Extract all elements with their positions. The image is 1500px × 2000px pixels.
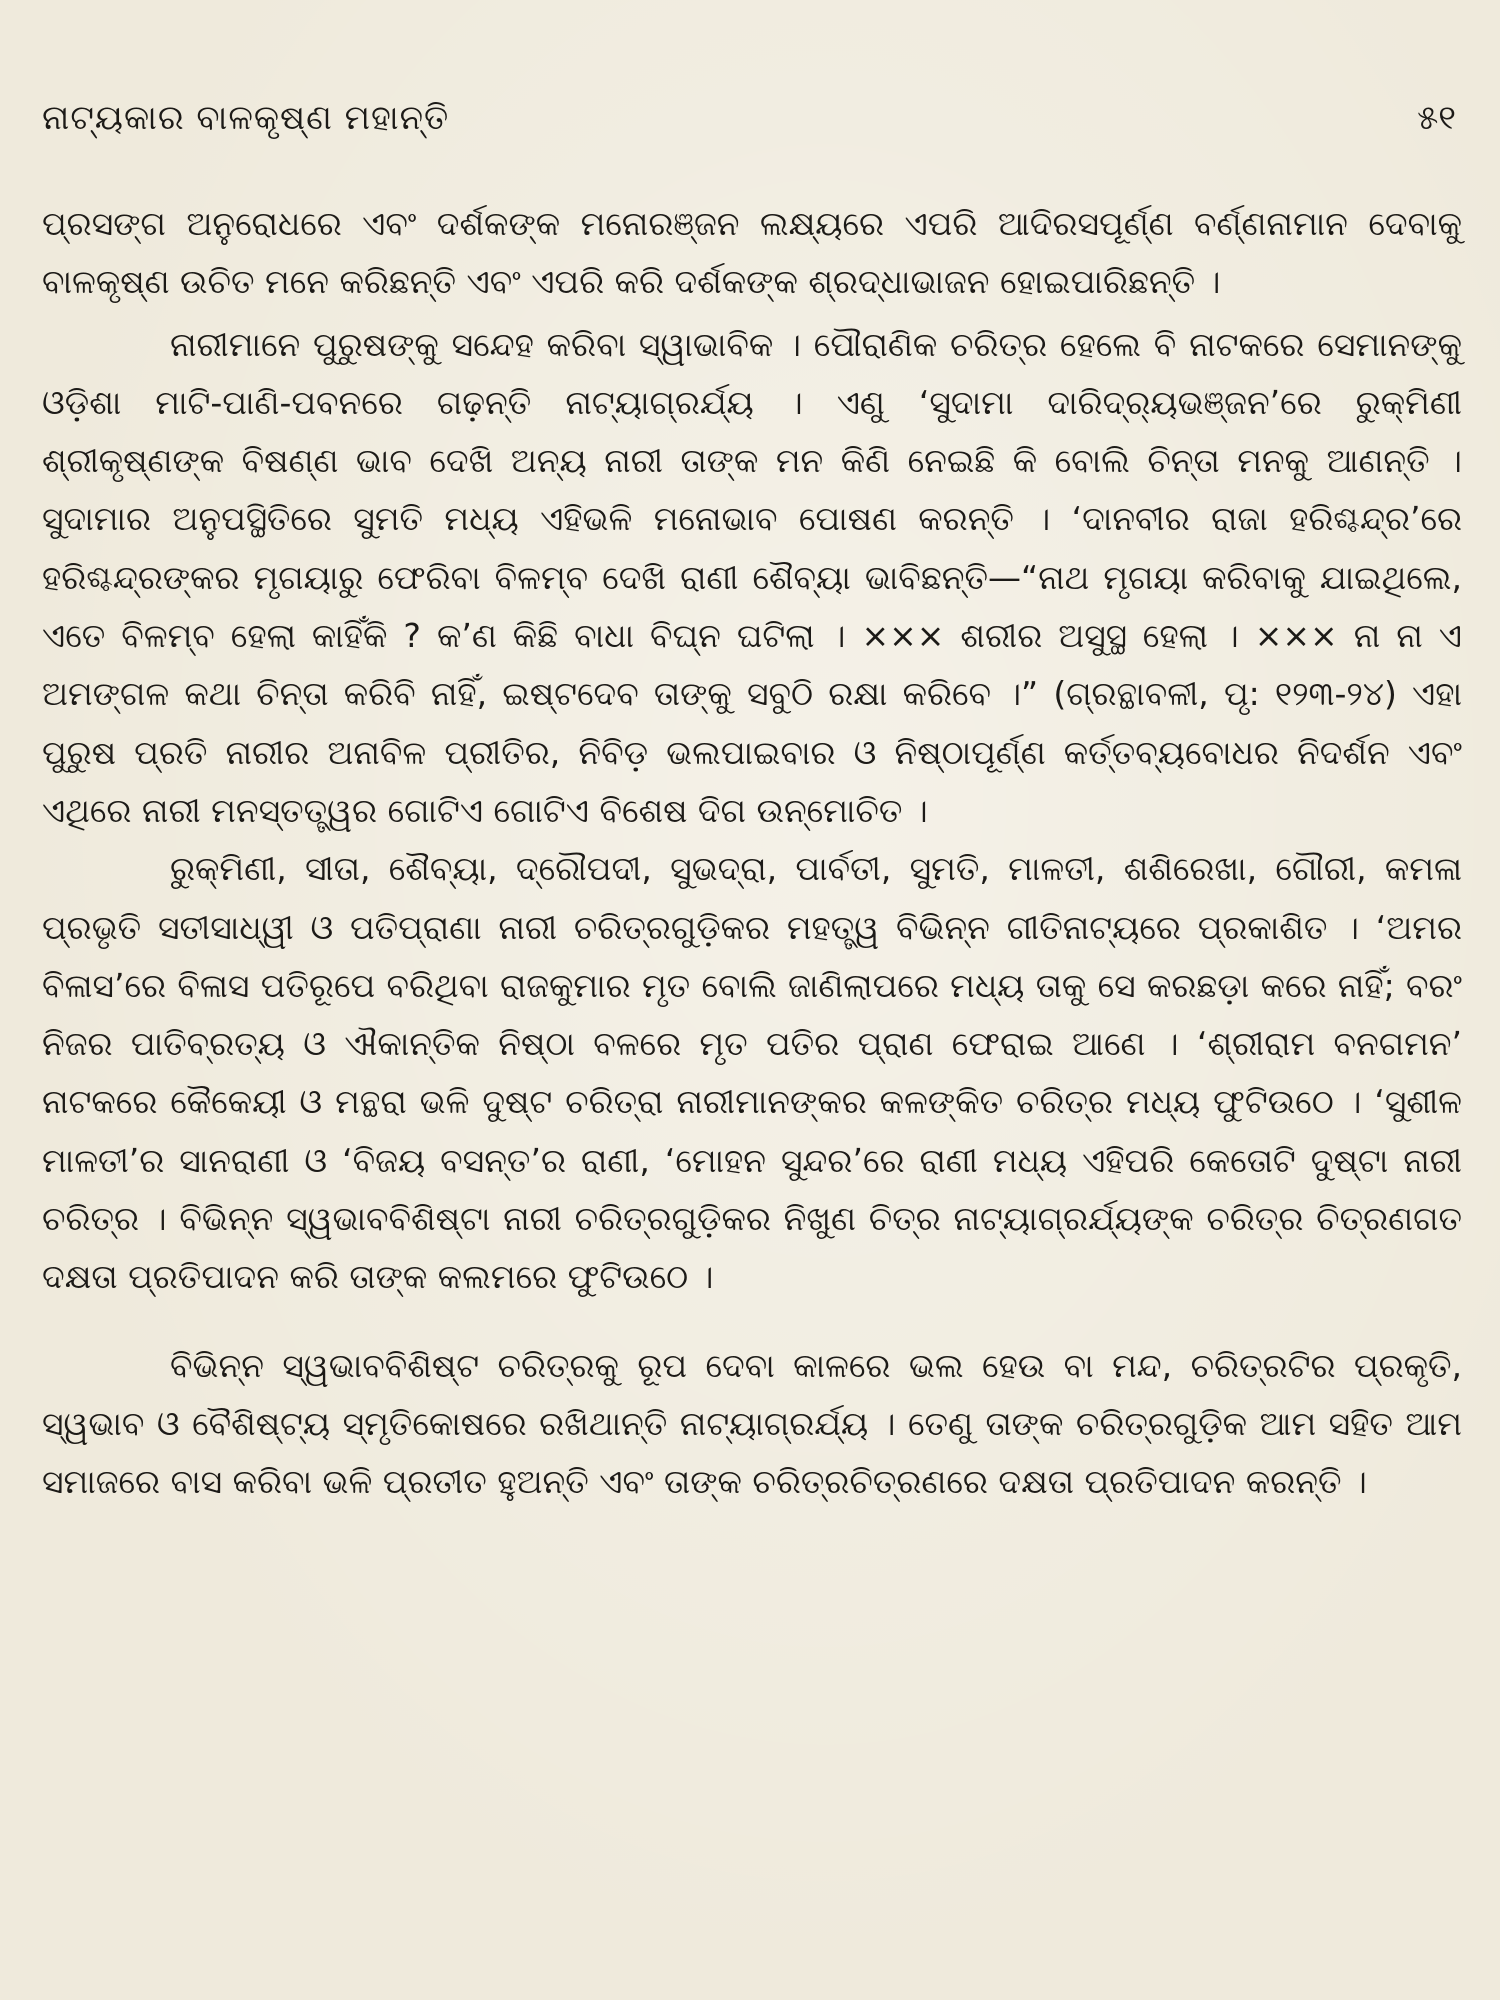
running-header <box>42 88 1462 148</box>
page-number: ୫୧ <box>1417 98 1456 138</box>
paragraph-3: ରୁକ୍ମିଣୀ, ସୀତା, ଶୈବ୍ୟା, ଦ୍ରୌପଦୀ, ସୁଭଦ୍ରା, ପାର୍ବତୀ, ସୁମତି, ମାଳତୀ, ଶଶିରେଖା, ଗୌରୀ, କମଳା ପ୍ରଭୃତି ସତୀସାଧ୍ୱୀ ଓ ପତିପ୍ରାଣା ନାରୀ ଚରିତ୍ରଗୁଡ଼ିକର ମହତ୍ତ୍ୱ ବିଭିନ୍ନ ଗୀତିନାଟ୍ୟରେ ପ୍ରକାଶିତ । ‘ଅମର ବିଳାସ’ରେ ବିଳାସ ପତିରୂପେ ବରିଥିବା ରାଜକୁମାର ମୃତ ବୋଲି ଜାଣିଲାପରେ ମଧ୍ୟ ତାକୁ ସେ କରଛଡ଼ା କରେ ନାହିଁ; ବରଂ ନିଜର ପାତିବ୍ରତ୍ୟ ଓ ଐକାନ୍ତିକ ନିଷ୍ଠା ବଳରେ ମୃତ ପତିର ପ୍ରାଣ ଫେରାଇ ଆଣେ । ‘ଶ୍ରୀରାମ ବନଗମନ’ ନାଟକରେ କୈକେୟୀ ଓ ମନ୍ଥରା ଭଳି ଦୁଷ୍ଟ ଚରିତ୍ରା ନାରୀମାନଙ୍କର କଳଙ୍କିତ ଚରିତ୍ର ମଧ୍ୟ ଫୁଟିଉଠେ । ‘ସୁଶୀଳ ମାଳତୀ’ର ସାନରାଣୀ ଓ ‘ବିଜୟ ବସନ୍ତ’ର ରାଣୀ, ‘ମୋହନ ସୁନ୍ଦର’ରେ ରାଣୀ ମଧ୍ୟ ଏହିପରି କେତୋଟି ଦୁଷ୍ଟା ନାରୀ ଚରିତ୍ର । ବିଭିନ୍ନ ସ୍ୱଭାବବିଶିଷ୍ଟା ନାରୀ ଚରିତ୍ରଗୁଡ଼ିକର ନିଖୁଣ ଚିତ୍ର ନାଟ୍ୟାଗ୍ରର୍ଯ୍ୟଙ୍କ ଚରିତ୍ର ଚିତ୍ରଣଗତ ଦକ୍ଷତା ପ୍ରତିପାଦନ କରି ତାଙ୍କ କଲମରେ ଫୁଟିଉଠେ । <box>42 849 1462 1297</box>
paragraph-4: ବିଭିନ୍ନ ସ୍ୱଭାବବିଶିଷ୍ଟ ଚରିତ୍ରକୁ ରୂପ ଦେବା କାଳରେ ଭଲ ହେଉ ବା ମନ୍ଦ, ଚରିତ୍ରଟିର ପ୍ରକୃତି, ସ୍ୱଭାବ ଓ ବୈଶିଷ୍ଟ୍ୟ ସ୍ମୃତିକୋଷରେ ରଖିଥାନ୍ତି ନାଟ୍ୟାଗ୍ରର୍ଯ୍ୟ । ତେଣୁ ତାଙ୍କ ଚରିତ୍ରଗୁଡ଼ିକ ଆମ ସହିତ ଆମ ସମାଜରେ ବାସ କରିବା ଭଳି ପ୍ରତୀତ ହୁଅନ୍ତି ଏବଂ ତାଙ୍କ ଚରିତ୍ରଚିତ୍ରଣରେ ଦକ୍ଷତା ପ୍ରତିପାଦନ କରନ୍ତି । <box>42 1345 1462 1502</box>
paragraph-2: ନାରୀମାନେ ପୁରୁଷଙ୍କୁ ସନ୍ଦେହ କରିବା ସ୍ୱାଭାବିକ । ପୌରାଣିକ ଚରିତ୍ର ହେଲେ ବି ନାଟକରେ ସେମାନଙ୍କୁ ଓଡ଼ିଶା ମାଟି-ପାଣି-ପବନରେ ଗଢ଼ନ୍ତି ନାଟ୍ୟାଗ୍ରର୍ଯ୍ୟ । ଏଣୁ ‘ସୁଦାମା ଦାରିଦ୍ର୍ୟଭଞ୍ଜନ’ରେ ରୁକ୍ମିଣୀ ଶ୍ରୀକୃଷ୍ଣଙ୍କ ବିଷଣ୍ଣ ଭାବ ଦେଖି ଅନ୍ୟ ନାରୀ ତାଙ୍କ ମନ କିଣି ନେଇଛି କି ବୋଲି ଚିନ୍ତା ମନକୁ ଆଣନ୍ତି । ସୁଦାମାର ଅନୁପସ୍ଥିତିରେ ସୁମତି ମଧ୍ୟ ଏହିଭଳି ମନୋଭାବ ପୋଷଣ କରନ୍ତି । ‘ଦାନବୀର ରାଜା ହରିଶ୍ଚନ୍ଦ୍ର’ରେ ହରିଶ୍ଚନ୍ଦ୍ରଙ୍କର ମୃଗୟାରୁ ଫେରିବା ବିଳମ୍ବ ଦେଖି ରାଣୀ ଶୈବ୍ୟା ଭାବିଛନ୍ତି—“ନାଥ ମୃଗୟା କରିବାକୁ ଯାଇଥିଲେ, ଏତେ ବିଳମ୍ବ ହେଲା କାହିଁକି ? କ’ଣ କିଛି ବାଧା ବିଘ୍ନ ଘଟିଲା । ××× ଶରୀର ଅସୁସ୍ଥ ହେଲା । ××× ନା ନା ଏ ଅମଙ୍ଗଳ କଥା ଚିନ୍ତା କରିବି ନାହିଁ, ଇଷ୍ଟଦେବ ତାଙ୍କୁ ସବୁଠି ରକ୍ଷା କରିବେ ।” (ଗ୍ରନ୍ଥାବଳୀ, ପୃ: ୧୨୩-୨୪) ଏହା ପୁରୁଷ ପ୍ରତି ନାରୀର ଅନାବିଳ ପ୍ରୀତିର, ନିବିଡ଼ ଭଲପାଇବାର ଓ ନିଷ୍ଠାପୂର୍ଣ୍ଣ କର୍ତ୍ତବ୍ୟବୋଧର ନିଦର୍ଶନ ଏବଂ ଏଥିରେ ନାରୀ ମନସ୍ତତ୍ତ୍ୱର ଗୋଟିଏ ଗୋଟିଏ ବିଶେଷ ଦିଗ ଉନ୍ମୋଚିତ । <box>42 324 1462 830</box>
paragraph-1: ପ୍ରସଙ୍ଗ ଅନୁରୋଧରେ ଏବଂ ଦର୍ଶକଙ୍କ ମନୋରଞ୍ଜନ ଲକ୍ଷ୍ୟରେ ଏପରି ଆଦିରସପୂର୍ଣ୍ଣ ବର୍ଣ୍ଣନାମାନ ଦେବାକୁ ବାଳକୃଷ୍ଣ ଉଚିତ ମନେ କରିଛନ୍ତି ଏବଂ ଏପରି କରି ଦର୍ଶକଙ୍କ ଶ୍ରଦ୍ଧାଭାଜନ ହୋଇପାରିଛନ୍ତି । <box>42 204 1462 302</box>
body-text <box>42 195 1462 1512</box>
running-title: ନାଟ୍ୟକାର ବାଳକୃଷ୍ଣ ମହାନ୍ତି <box>42 98 450 138</box>
